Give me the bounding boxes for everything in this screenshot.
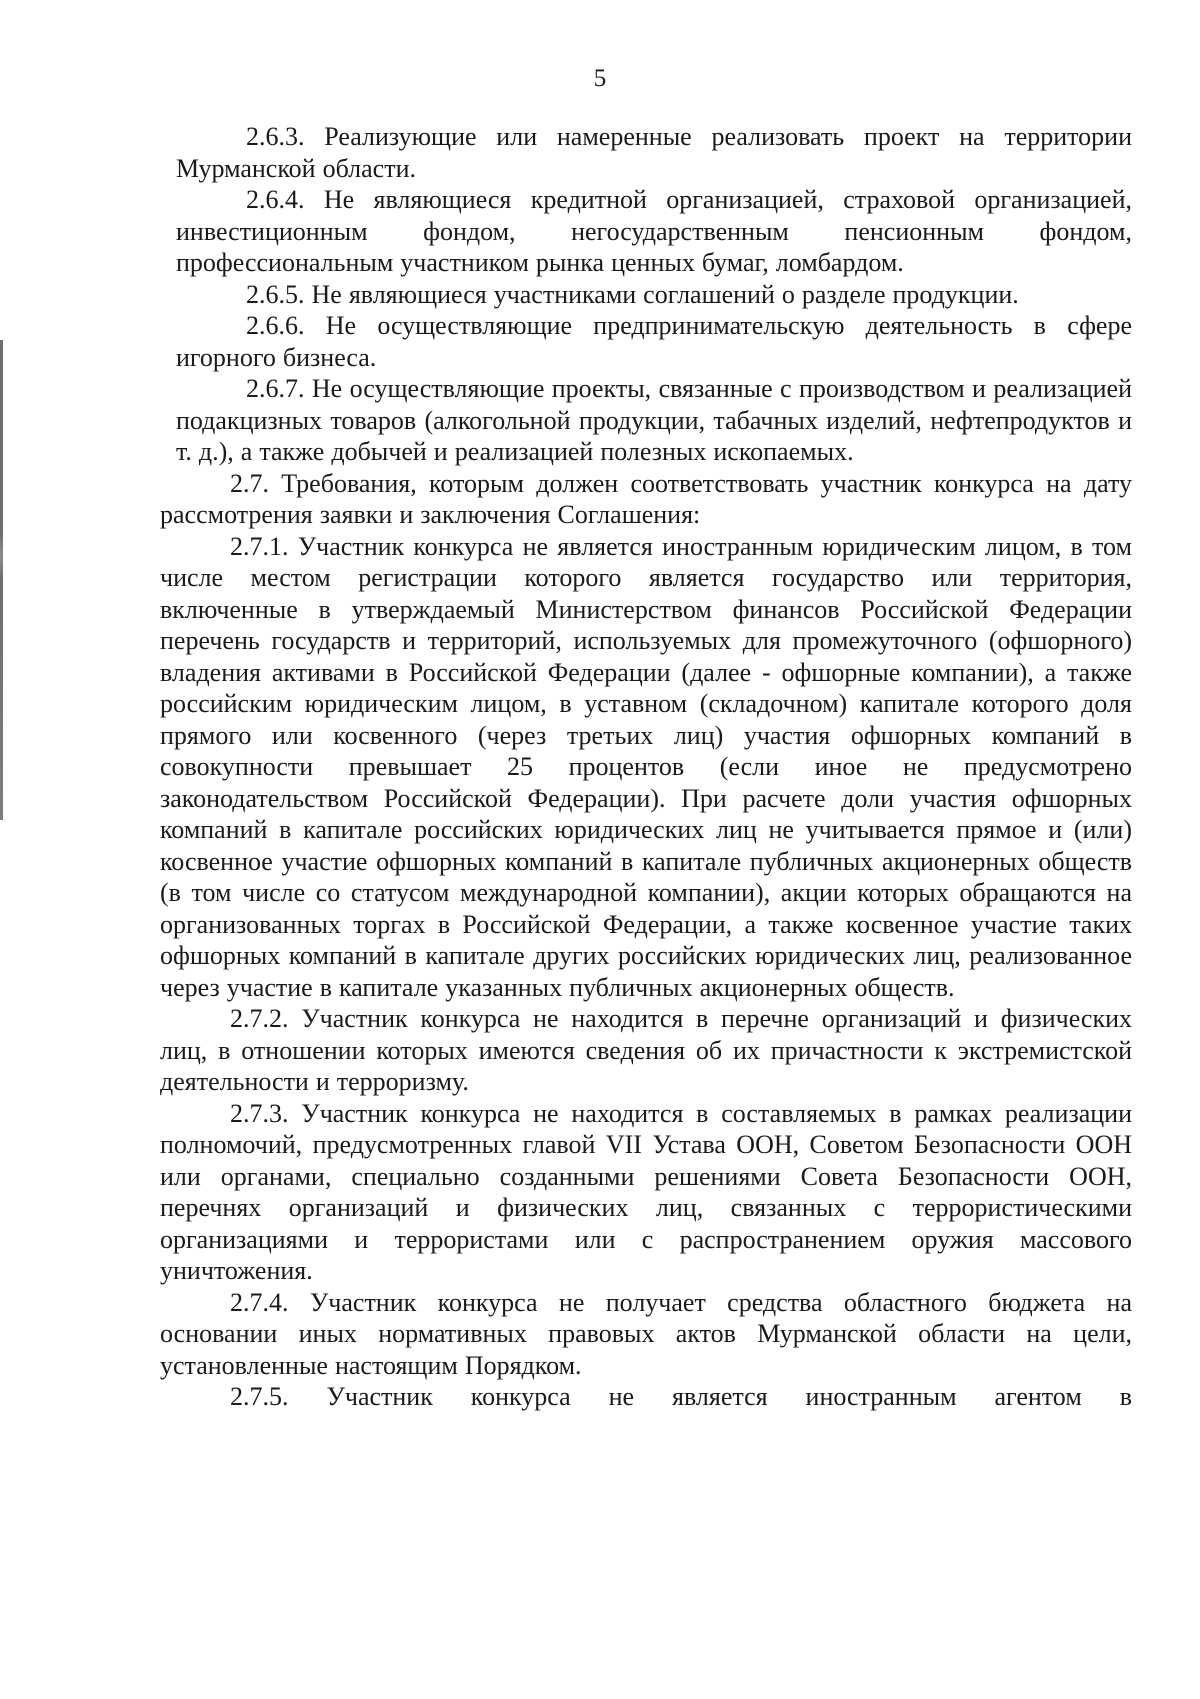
clause-2-7-2: 2.7.2. Участник конкурса не находится в перечне организаций и физических лиц, в отношении которых имеются сведения об их причастности к экстремистской деятельности и терроризму. xyxy=(160,1004,1132,1096)
scan-edge-mark xyxy=(0,340,3,820)
clause-2-6-3: 2.6.3. Реализующие или намеренные реализовать проект на территории Мурманской области. xyxy=(176,122,1132,183)
clause-2-6-4: 2.6.4. Не являющиеся кредитной организацией, страховой организацией, инвестиционным фондом, негосударственным пенсионным фондом, профессиональным участником рынка ценных бумаг, ломбардом. xyxy=(176,185,1132,277)
clause-2-6-5: 2.6.5. Не являющиеся участниками соглашений о разделе продукции. xyxy=(246,279,1019,309)
clause-2-7-5: 2.7.5. Участник конкурса не является иностранным агентом в xyxy=(230,1382,1132,1411)
clause-2-7-1: 2.7.1. Участник конкурса не является иностранным юридическим лицом, в том числе местом регистрации которого является государство или территория, включенные в утверждаемый Министерством финансов Российской Федерации перечень государств и территорий, используемых для промежуточного (офшорного) владения активами в Российской Федерации (далее - офшорные компании), а также российским юридическим лицом, в уставном (складочном) капитале которого доля прямого или косвенного (через третьих лиц) участия офшорных компаний в совокупности превышает 25 процентов (если иное не предусмотрено законодательством Российской Федерации). При расчете доли участия офшорных компаний в капитале российских юридических лиц не учитывается прямое и (или) косвенное участие офшорных компаний в капитале публичных акционерных обществ (в том числе со статусом международной компании), акции которых обращаются на организованных торгах в Российской Федерации, а также косвенное участие таких офшорных компаний в капитале других российских юридических лиц, реализованное через участие в капитале указанных публичных акционерных обществ. xyxy=(160,531,1132,1002)
page-number: 5 xyxy=(593,65,607,92)
clause-2-6-7: 2.6.7. Не осуществляющие проекты, связанные с производством и реализацией подакцизных товаров (алкогольной продукции, табачных изделий, нефтепродуктов и т. д.), а также добычей и реализацией полезных ископаемых. xyxy=(176,374,1132,466)
clause-2-7: 2.7. Требования, которым должен соответствовать участник конкурса на дату рассмотрения заявки и заключения Соглашения: xyxy=(160,468,1132,529)
clause-2-7-4: 2.7.4. Участник конкурса не получает средства областного бюджета на основании иных нормативных правовых актов Мурманской области на цели, установленные настоящим Порядком. xyxy=(160,1287,1132,1380)
clause-2-7-3: 2.7.3. Участник конкурса не находится в составляемых в рамках реализации полномочий, предусмотренных главой VII Устава ООН, Советом Безопасности ООН или органами, специально созданными решениями Совета Безопасности ООН, перечнях организаций и физических лиц, связанных с террористическими организациями и террористами или с распространением оружия массового уничтожения. xyxy=(160,1098,1132,1285)
document-body xyxy=(160,121,1132,1413)
clause-2-6-6: 2.6.6. Не осуществляющие предпринимательскую деятельность в сфере игорного бизнеса. xyxy=(176,311,1132,372)
